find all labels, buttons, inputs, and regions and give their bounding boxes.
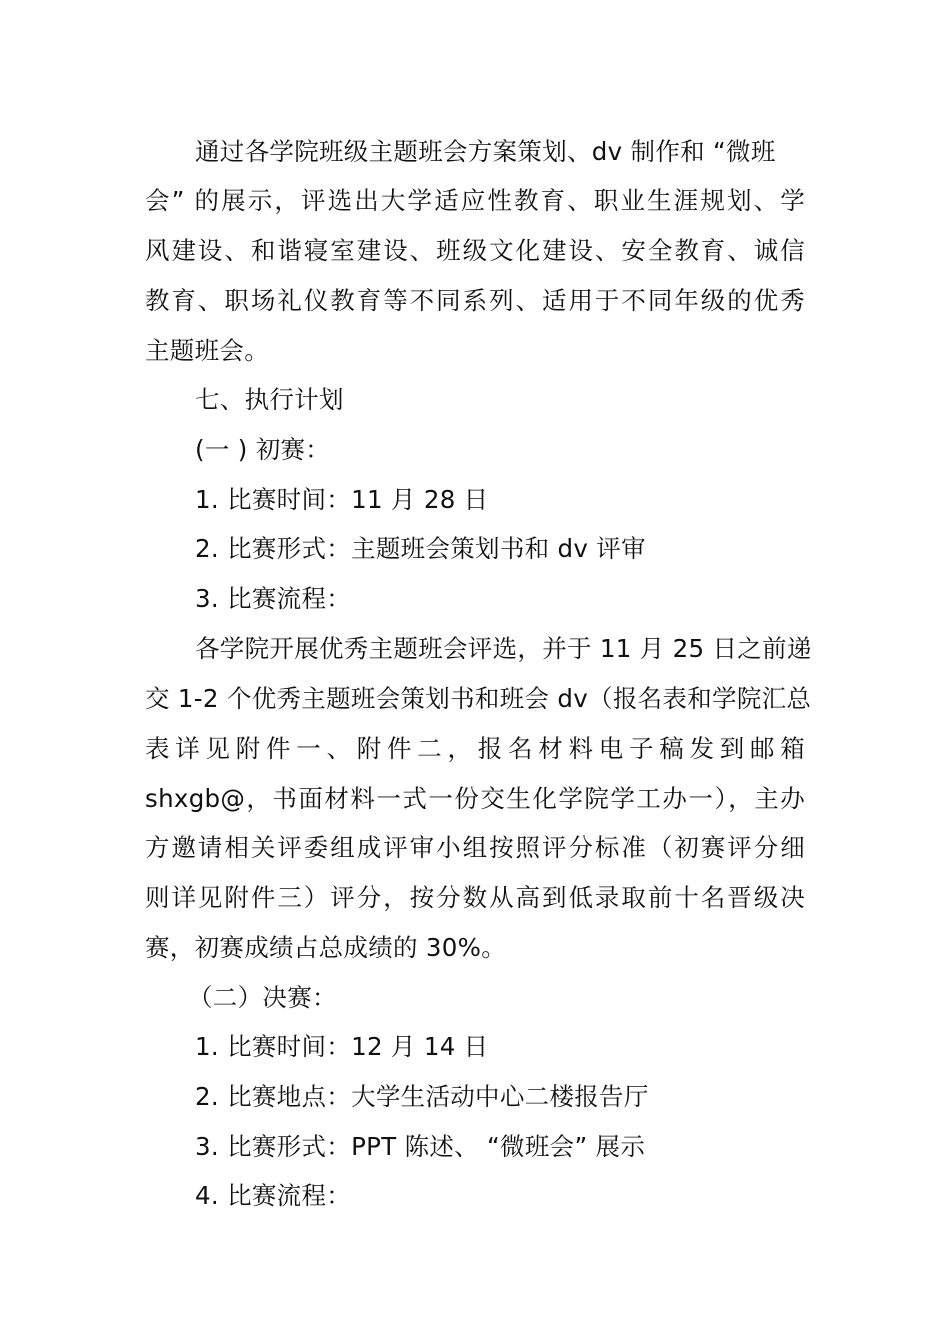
paragraph-line: 风建设、和谐寝室建设、班级文化建设、安全教育、诚信 <box>145 236 805 265</box>
paragraph-line: 通过各学院班级主题班会方案策划、dv 制作和 “微班 <box>195 137 776 166</box>
paragraph-line: 教育、职场礼仪教育等不同系列、适用于不同年级的优秀 <box>145 286 805 315</box>
paragraph-line: 交 1-2 个优秀主题班会策划书和班会 dv（报名表和学院汇总 <box>145 684 812 713</box>
subsection-heading: (一 ) 初赛： <box>195 435 331 464</box>
list-item: 2. 比赛形式：主题班会策划书和 dv 评审 <box>195 534 646 563</box>
paragraph-line: 表详见附件一、附件二，报名材料电子稿发到邮箱 <box>145 734 805 763</box>
paragraph-line: 则详见附件三）评分，按分数从高到低录取前十名晋级决 <box>145 883 805 912</box>
subsection-heading: （二）决赛： <box>188 983 337 1012</box>
paragraph-line: 方邀请相关评委组成评审小组按照评分标准（初赛评分细 <box>145 833 805 862</box>
list-item: 2. 比赛地点：大学生活动中心二楼报告厅 <box>195 1082 649 1111</box>
paragraph-line: 主题班会。 <box>145 336 269 365</box>
list-item: 3. 比赛流程： <box>195 584 352 613</box>
list-item: 1. 比赛时间：11 月 28 日 <box>195 485 489 514</box>
list-item: 1. 比赛时间：12 月 14 日 <box>195 1032 489 1061</box>
paragraph-line: 会” 的展示，评选出大学适应性教育、职业生涯规划、学 <box>145 186 805 215</box>
paragraph-line: 赛，初赛成绩占总成绩的 30%。 <box>145 933 507 962</box>
paragraph-line: shxgb@，书面材料一式一份交生化学院学工办一），主办 <box>145 784 805 813</box>
list-item: 3. 比赛形式：PPT 陈述、 “微班会” 展示 <box>195 1132 646 1161</box>
paragraph-line: 各学院开展优秀主题班会评选，并于 11 月 25 日之前递 <box>195 634 812 663</box>
list-item: 4. 比赛流程： <box>195 1181 352 1210</box>
section-heading: 七、执行计划 <box>195 385 344 414</box>
